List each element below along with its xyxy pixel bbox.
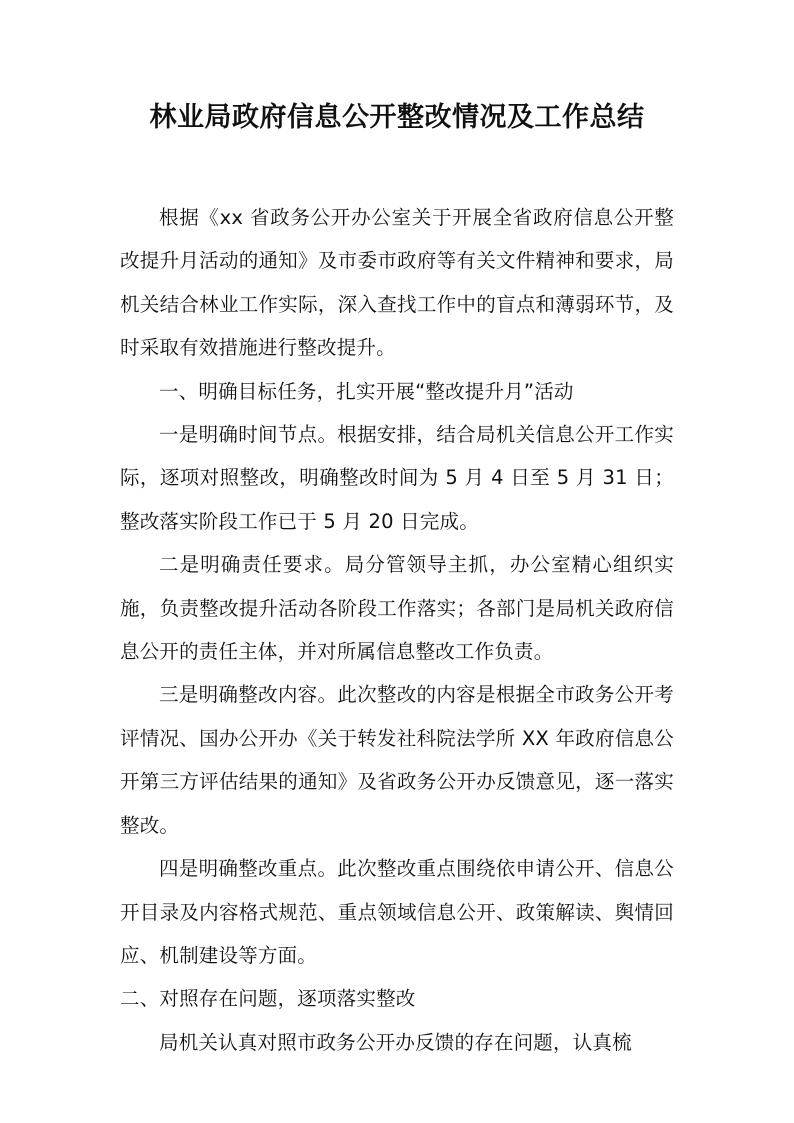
section-heading-2: 二、对照存在问题，逐项落实整改	[120, 987, 416, 1011]
paragraph-focus: 四是明确整改重点。此次整改重点围绕依申请公开、信息公开目录及内容格式规范、重点领域信息公开、政策解读、舆情回应、机制建设等方面。	[120, 857, 674, 967]
section-heading-1: 一、明确目标任务，扎实开展“整改提升月”活动	[159, 379, 574, 403]
paragraph-content: 三是明确整改内容。此次整改的内容是根据全市政务公开考评情况、国办公开办《关于转发社科院法学所 XX 年政府信息公开第三方评估结果的通知》及省政务公开办反馈意见，逐一落实整改。	[120, 683, 674, 837]
document-body	[120, 196, 674, 1064]
paragraph-responsibility: 二是明确责任要求。局分管领导主抓，办公室精心组织实施，负责整改提升活动各阶段工作落实；各部门是局机关政府信息公开的责任主体，并对所属信息整改工作负责。	[120, 553, 674, 664]
paragraph-problems: 局机关认真对照市政务公开办反馈的存在问题，认真梳	[159, 1030, 632, 1054]
paragraph-time-node: 一是明确时间节点。根据安排，结合局机关信息公开工作实际，逐项对照整改，明确整改时间为 5 月 4 日至 5 月 31 日；整改落实阶段工作已于 5 月 20 日完成。	[120, 423, 674, 533]
document-title: 林业局政府信息公开整改情况及工作总结	[149, 102, 645, 133]
intro-paragraph: 根据《xx 省政务公开办公室关于开展全省政府信息公开整改提升月活动的通知》及市委市政府等有关文件精神和要求，局机关结合林业工作实际，深入查找工作中的盲点和薄弱环节，及时采取有效措施进行整改提升。	[120, 206, 674, 360]
